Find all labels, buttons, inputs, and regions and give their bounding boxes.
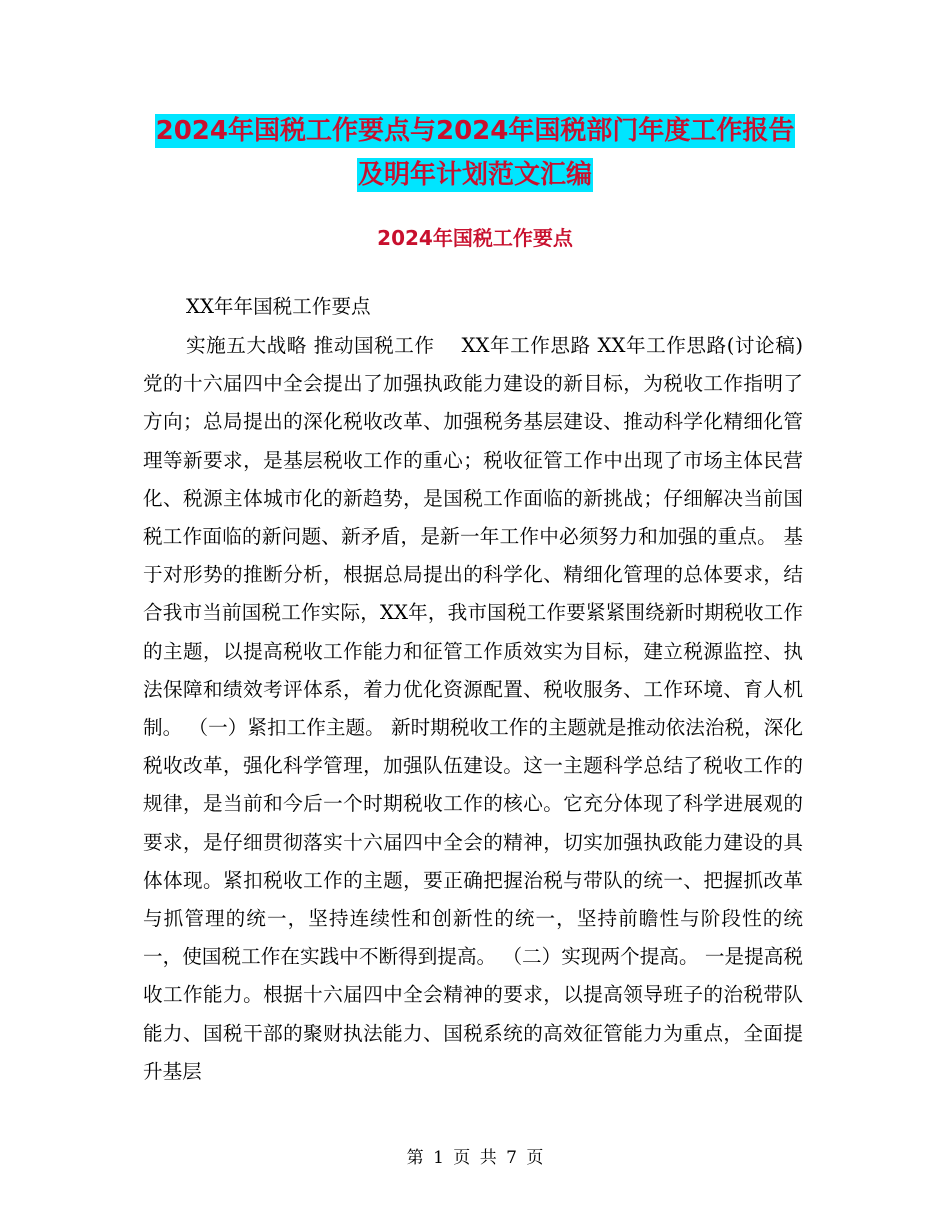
document-title-line-2 (0, 152, 950, 198)
title-highlight: 及明年计划范文汇编 (357, 160, 592, 190)
page-number-footer: 第 1 页 共 7 页 (406, 1148, 544, 1168)
title-highlight: 2024年国税工作要点与2024年国税部门年度工作报告 (155, 116, 795, 146)
document-subheading: XX年年国税工作要点 (186, 295, 371, 318)
body-paragraph: 实施五大战略 推动国税工作 XX年工作思路 XX年工作思路(讨论稿) 党的十六届四中全会提出了加强执政能力建设的新目标，为税收工作指明了方向；总局提出的深化税收改革、加强税务基层建设、推动科学化精细化管理等新要求，是基层税收工作的重心；税收征管工作中出现了市场主体民营化、税源主体城市化的新趋势，是国税工作面临的新挑战；仔细解决当前国税工作面临的新问题、新矛盾，是新一年工作中必须努力和加强的重点。 基于对形势的推断分析，根据总局提出的科学化、精细化管理的总体要求，结合我市当前国税工作实际，XX年，我市国税工作要紧紧围绕新时期税收工作的主题，以提高税收工作能力和征管工作质效实为目标，建立税源监控、执法保障和绩效考评体系，着力优化资源配置、税收服务、工作环境、育人机制。 （一）紧扣工作主题。 新时期税收工作的主题就是推动依法治税，深化税收改革，强化科学管理，加强队伍建设。这一主题科学总结了税收工作的规律，是当前和今后一个时期税收工作的核心。它充分体现了科学进展观的要求，是仔细贯彻落实十六届四中全会的精神，切实加强执政能力建设的具体体现。紧扣税收工作的主题，要正确把握治税与带队的统一、把握抓改革与抓管理的统一，坚持连续性和创新性的统一，坚持前瞻性与阶段性的统一，使国税工作在实践中不断得到提高。 （二）实现两个提高。 一是提高税收工作能力。根据十六届四中全会精神的要求，以提高领导班子的治税带队能力、国税干部的聚财执法能力、国税系统的高效征管能力为重点，全面提升基层 (143, 334, 803, 1083)
section-heading: 2024年国税工作要点 (377, 226, 573, 250)
document-title-line-1 (0, 108, 950, 154)
